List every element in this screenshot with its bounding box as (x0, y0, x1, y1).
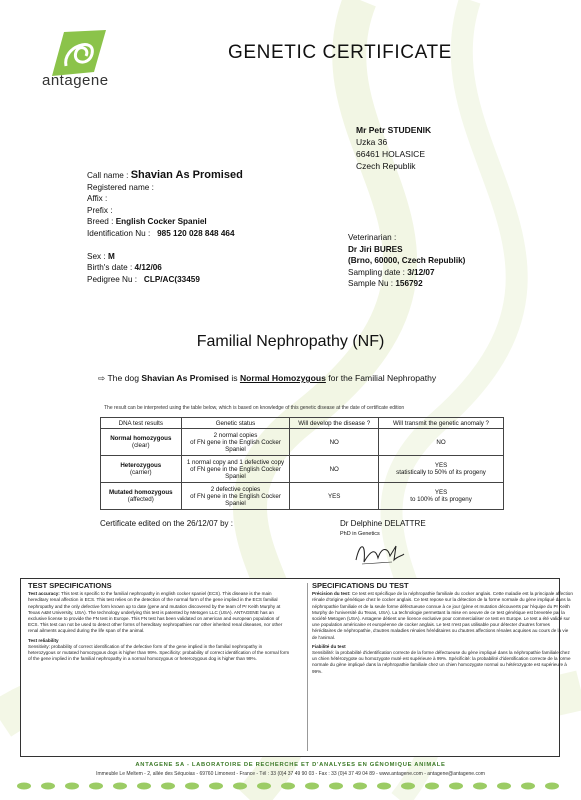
call-name: Shavian As Promised (130, 169, 243, 181)
table-header-row (101, 418, 504, 429)
affix-row: Affix : (87, 194, 108, 204)
table-header: Genetic status (181, 418, 290, 429)
vet-address: (Brno, 60000, Czech Republik) (348, 256, 466, 266)
certificate-title: GENETIC CERTIFICATE (228, 42, 452, 63)
signer-block (340, 519, 426, 539)
table-row: Mutated homozygous (affected) 2 defective copies of FN gene in the English Cocker Spaniel YES YES to 100% of its progeny (101, 483, 504, 510)
vet-name: Dr Jiri BURES (348, 244, 403, 254)
sample-number: 156792 (395, 279, 423, 289)
table-header: Will develop the disease ? (290, 418, 379, 429)
pedigree-row: Pedigree Nu : CLP/AC(33459 (87, 274, 200, 284)
breed: English Cocker Spaniel (115, 217, 207, 227)
footer-company: ANTAGENE SA - LABORATOIRE DE RECHERCHE ET D'ANALYSES EN GÉNOMIQUE ANIMALE (135, 762, 446, 768)
owner-city: 66461 HOLASICE (356, 149, 425, 159)
table-row: Normal homozygous (clear) 2 normal copies of FN gene in the English Cocker Spaniel NO NO (101, 429, 504, 456)
animal-silhouettes-strip (14, 779, 567, 791)
owner-country: Czech Republik (356, 161, 416, 171)
table-header: Will transmit the genetic anomaly ? (379, 418, 504, 429)
owner-address (356, 124, 431, 172)
table-header: DNA test results (101, 418, 182, 429)
spec-heading: SPECIFICATIONS DU TEST (312, 581, 409, 590)
birth-row: Birth's date : 4/12/06 (87, 263, 162, 273)
owner-name: Mr Petr STUDENIK (356, 125, 432, 135)
registered-row: Registered name : (87, 182, 154, 192)
vet-info (348, 232, 465, 290)
spec-divider (307, 583, 308, 751)
result-status: Normal Homozygous (239, 373, 326, 383)
prefix-row: Prefix : (87, 205, 113, 215)
signer-name: Dr Delphine DELATTRE (340, 519, 426, 528)
sample-row: Sample Nu : 156792 (348, 279, 423, 289)
footer-address: Immeuble Le Meltem - 2, allée des Séquoias - 69760 Limonest - France - Tél : 33 (0)4 37 49 90 03 - Fax : 33 (0)4 37 49 04 89 - www.antagene.com - antagene@antagene.com (96, 771, 485, 777)
table-note: The result can be interpreted using the table below, which is based on knowledge of this genetic disease at the date of certificate edition (104, 405, 405, 411)
result-dog-name: Shavian As Promised (141, 373, 229, 383)
table-row: Heterozygous (carrier) 1 normal copy and 1 defective copy of FN gene in the English Cocker Spaniel NO YES statistically to 50% of its progeny (101, 456, 504, 483)
spec-heading: TEST SPECIFICATIONS (28, 581, 112, 590)
signer-title: PhD in Genetics (340, 531, 380, 537)
id-row: Identification Nu : 985 120 028 848 464 (87, 228, 235, 238)
test-specifications-box (20, 578, 573, 757)
pedigree-number: CLP/AC(33459 (143, 274, 200, 284)
logo-text: antagene (42, 72, 109, 89)
sampling-row: Sampling date : 3/12/07 (348, 267, 435, 277)
spec-english: TEST SPECIFICATIONS Test accuracy: This test is specific to the familial nephropathy in english cocker spaniel (ECS). This disease is the main hereditary renal affection in ECS. This test relies on the detection of the normal form of the gene implied in the ECS familial nephropathy and the only defective form known up to date (gene and mutation discovered by the team of Pr Keith Murphy at Texas A&M University, USA). The technology underlying this test is patented by Metogen LLC (USA). ANTAGENE has an exclusive license to provide the FN test in Europe. This FN test has been validated on american and european population of ECS. This test can not be used to detect other forms of hereditary nephropathies nor other inherited renal diseases, nor other renal ailments acquired during the life span of the animal. Test reliability Sensitivity: probability of correct identification of the defective form of the gene implied in the familial nephropathy in heterozygous or mutated homozygous dogs is higher than 99%. Specificity: probability of correct identification of the normal form of the gene implied in the familial nephropathy in a normal homozygous or heterozygous dog is higher than 99%. (28, 581, 290, 662)
breed-row: Breed : English Cocker Spaniel (87, 217, 207, 227)
dog-info (87, 170, 243, 285)
spec-french: SPECIFICATIONS DU TEST Précision du test: Ce test est spécifique de la néphropathie familiale du cocker anglais. Cette maladie est la principale affection rénale d'origine génétique chez le cocker anglais. Ce test repose sur la détection de la forme normale du gène impliqué dans la néphropathie familiale et de la seule forme défectueuse connue à ce jour (gène et mutation découverts par l'équipe du Pr Keith Murphy de l'université du Texas, USA). La technologie permettant la mise en oeuvre de ce test génétique est brevetée par la société Metogen (USA). Antagene détient une licence exclusive pour commercialiser ce test en Europe. Le test a été validé sur une population américaine et européenne de cocker anglais. Le test n'est pas utilisable pour détecter d'autres formes héréditaires de néphropathie, d'autres maladies rénales héréditaires ou d'autres affections rénales acquises au cours de la vie de l'animal. Fiabilité du test Sensibilité: la probabilité d'identification correcte de la forme défectueuse du gène impliqué dans la néphropathie familiale chez un chien hétérozygote ou homozygote muté est supérieure à 99%. Spécificité: la probabilité d'identification correcte de la forme normale du gène impliqué dans la néphropathie familiale chez un chien homozygote normal ou hétérozygote est supérieure à 99%. (312, 581, 573, 674)
sampling-date: 3/12/07 (407, 267, 435, 277)
edited-line: Certificate edited on the 26/12/07 by : (100, 519, 233, 528)
test-title: Familial Nephropathy (NF) (196, 333, 385, 350)
sex-row: Sex : M (87, 251, 115, 261)
vet-label: Veterinarian : (348, 233, 397, 242)
birth-date: 4/12/06 (134, 263, 162, 273)
handwritten-signature (352, 538, 406, 568)
result-statement: ⇨ The dog Shavian As Promised is Normal Homozygous for the Familial Nephropathy (98, 373, 437, 383)
identification-number: 985 120 028 848 464 (157, 228, 235, 238)
arrow-icon: ⇨ (98, 373, 106, 383)
call-name-row: Call name : Shavian As Promised (87, 169, 243, 181)
owner-street: Uzka 36 (356, 137, 388, 147)
sex: M (107, 251, 115, 261)
results-table (100, 417, 504, 510)
